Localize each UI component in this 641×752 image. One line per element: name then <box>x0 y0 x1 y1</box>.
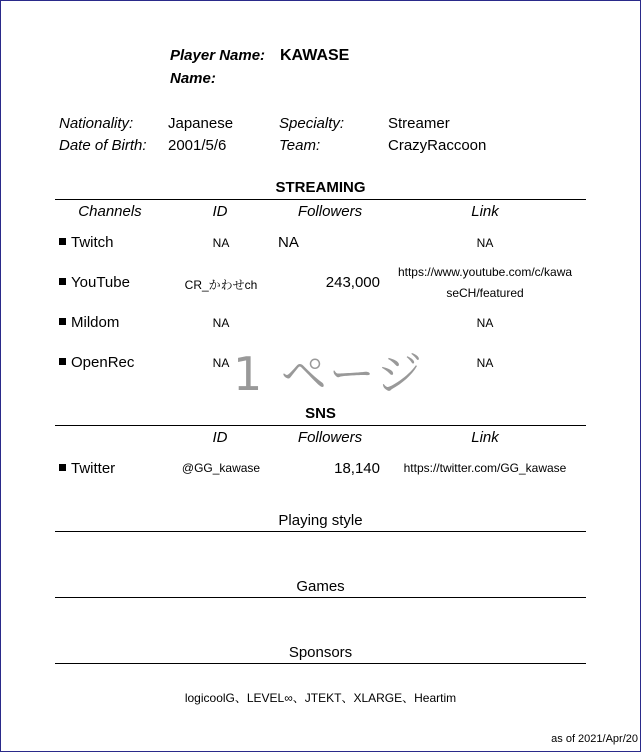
page-watermark: 1 ページ <box>233 347 424 401</box>
youtube-id: CR_かわせch <box>184 278 258 292</box>
bullet-icon <box>59 238 66 245</box>
player-name-label: Player Name: <box>170 47 266 64</box>
team-label: Team: <box>279 137 321 154</box>
sns-header-followers: Followers <box>297 429 363 446</box>
sns-title: SNS <box>305 405 336 422</box>
sns-row-twitter: Twitter <box>59 460 115 477</box>
twitter-link[interactable]: https://twitter.com/GG_kawase <box>403 461 567 475</box>
mildom-id: NA <box>212 316 230 330</box>
sponsors-title: Sponsors <box>288 644 353 661</box>
sponsors-divider <box>55 663 586 664</box>
youtube-link-line2[interactable]: seCH/featured <box>446 286 524 300</box>
games-divider <box>55 597 586 598</box>
as-of-date: as of 2021/Apr/20 <box>551 733 638 745</box>
streaming-title: STREAMING <box>275 179 366 196</box>
twitch-link[interactable]: NA <box>476 236 494 250</box>
nationality-label: Nationality: <box>59 115 134 132</box>
player-name-value: KAWASE <box>280 47 350 64</box>
youtube-followers: 243,000 <box>325 274 380 291</box>
streaming-header-followers: Followers <box>297 203 363 220</box>
twitch-id: NA <box>212 236 230 250</box>
openrec-link[interactable]: NA <box>476 356 494 370</box>
playing-style-title: Playing style <box>278 512 363 529</box>
bullet-icon <box>59 278 66 285</box>
specialty-label: Specialty: <box>279 115 345 132</box>
streaming-header-id: ID <box>212 203 228 220</box>
dob-value: 2001/5/6 <box>168 137 227 154</box>
streaming-divider <box>55 199 586 200</box>
streaming-row-openrec: OpenRec <box>59 354 134 371</box>
sns-header-id: ID <box>212 429 228 446</box>
games-title: Games <box>296 578 345 595</box>
streaming-row-youtube: YouTube <box>59 274 130 291</box>
streaming-header-link: Link <box>471 203 499 220</box>
youtube-link-line1[interactable]: https://www.youtube.com/c/kawa <box>397 265 573 279</box>
twitch-followers: NA <box>278 234 299 251</box>
nationality-value: Japanese <box>168 115 234 132</box>
team-value: CrazyRaccoon <box>388 137 487 154</box>
streaming-row-twitch: Twitch <box>59 234 114 251</box>
streaming-row-mildom: Mildom <box>59 314 119 331</box>
sponsors-list: logicoolG、LEVEL∞、JTEKT、XLARGE、Heartim <box>184 691 457 705</box>
openrec-id: NA <box>212 356 230 370</box>
mildom-link[interactable]: NA <box>476 316 494 330</box>
bullet-icon <box>59 464 66 471</box>
dob-label: Date of Birth: <box>59 137 147 154</box>
streaming-header-channels: Channels <box>78 203 142 220</box>
twitter-id: @GG_kawase <box>181 461 261 475</box>
specialty-value: Streamer <box>388 115 450 132</box>
sns-divider <box>55 425 586 426</box>
bullet-icon <box>59 318 66 325</box>
twitter-followers: 18,140 <box>334 460 380 477</box>
name-label: Name: <box>170 70 216 87</box>
playing-style-divider <box>55 531 586 532</box>
sns-header-link: Link <box>471 429 499 446</box>
bullet-icon <box>59 358 66 365</box>
